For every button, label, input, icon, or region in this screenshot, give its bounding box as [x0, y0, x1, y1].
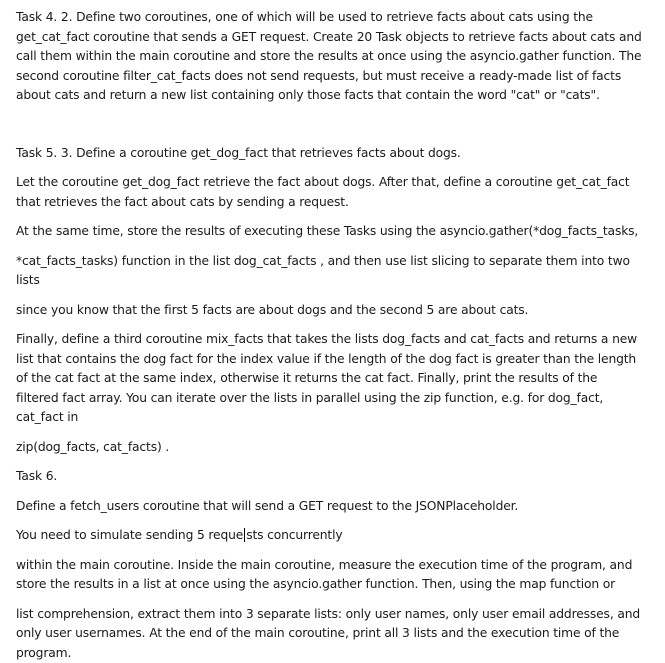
task6-paragraph-3: within the main coroutine. Inside the main coroutine, measure the execution time of the program, and store the results in a list at once using the asyncio.gather function. Then, using the map function or [16, 556, 642, 595]
task5-heading: Task 5. 3. Define a coroutine get_dog_fact that retrieves facts about dogs. [16, 144, 642, 164]
task6-paragraph-2-end: sts concurrently [246, 528, 342, 542]
task5-paragraph-4: since you know that the first 5 facts are about dogs and the second 5 are about cats. [16, 301, 642, 321]
task5-paragraph-1: Let the coroutine get_dog_fact retrieve the fact about dogs. After that, define a coroutine get_cat_fact that retrieves the fact about cats by sending a request. [16, 173, 642, 212]
task6-paragraph-2 [16, 526, 642, 546]
task6-paragraph-1: Define a fetch_users coroutine that will send a GET request to the JSONPlaceholder. [16, 497, 642, 517]
task5-paragraph-6: zip(dog_facts, cat_facts) . [16, 438, 642, 458]
document-body[interactable] [16, 8, 642, 663]
task6-heading: Task 6. [16, 467, 642, 487]
task6-paragraph-2-start: You need to simulate sending 5 reque [16, 528, 243, 542]
task5-paragraph-5: Finally, define a third coroutine mix_facts that takes the lists dog_facts and cat_facts and returns a new list that contains the dog fact for the index value if the length of the dog fact is greater than the length of the cat fact at the same index, otherwise it returns the cat fact. Finally, print the results of the filtered fact array. You can iterate over the lists in parallel using the zip function, e.g. for dog_fact, cat_fact in [16, 330, 642, 428]
task6-paragraph-4: list comprehension, extract them into 3 separate lists: only user names, only user email addresses, and only user usernames. At the end of the main coroutine, print all 3 lists and the execution time of the program. [16, 605, 642, 663]
task5-paragraph-2: At the same time, store the results of executing these Tasks using the asyncio.gather(*dog_facts_tasks, [16, 222, 642, 242]
task5-paragraph-3: *cat_facts_tasks) function in the list dog_cat_facts , and then use list slicing to separate them into two lists [16, 252, 642, 291]
task4-paragraph: Task 4. 2. Define two coroutines, one of which will be used to retrieve facts about cats using the get_cat_fact coroutine that sends a GET request. Create 20 Task objects to retrieve facts about cats and call them within the main coroutine and store the results at once using the asyncio.gather function. The second coroutine filter_cat_facts does not send requests, but must receive a ready-made list of facts about cats and return a new list containing only those facts that contain the word "cat" or "cats". [16, 8, 642, 106]
